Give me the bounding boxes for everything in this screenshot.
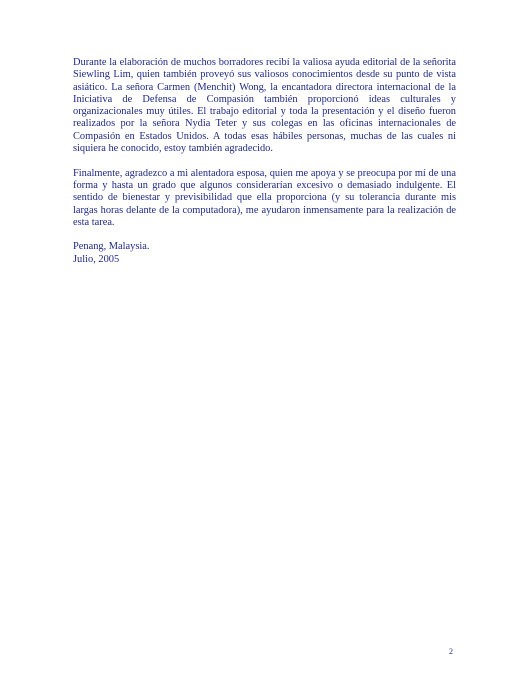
signature-date: Julio, 2005 — [73, 253, 120, 265]
paragraph-wife-thanks: Finalmente, agradezco a mi alentadora esposa, quien me apoya y se preocupa por mí de una forma y hasta un grado que algunos considerarían excesivo o demasiado indulgente. El sentido de bienestar y previsibilidad que ella proporciona (y su tolerancia durante mis largas horas delante de la computadora), me ayudaron inmensamente para la realización de esta tarea. — [73, 167, 456, 228]
page-body — [73, 57, 456, 266]
paragraph-editorial-thanks: Durante la elaboración de muchos borradores recibí la valiosa ayuda editorial de la señorita Siewling Lim, quien también proveyó sus valiosos conocimientos desde su punto de vista asiático. La señora Carmen (Menchit) Wong, la encantadora directora internacional de la Iniciativa de Defensa de Compasión también proporcionó ideas culturales y organizacionales muy útiles. El trabajo editorial y toda la presentación y el diseño fueron realizados por la señora Nydia Teter y sus colegas en las oficinas internacionales de Compasión en Estados Unidos. A todas esas hábiles personas, muchas de las cuales ni siquiera he conocido, estoy también agradecido. — [73, 57, 456, 155]
page-number: 2 — [449, 647, 453, 656]
signature-place: Penang, Malaysia. — [73, 241, 150, 253]
